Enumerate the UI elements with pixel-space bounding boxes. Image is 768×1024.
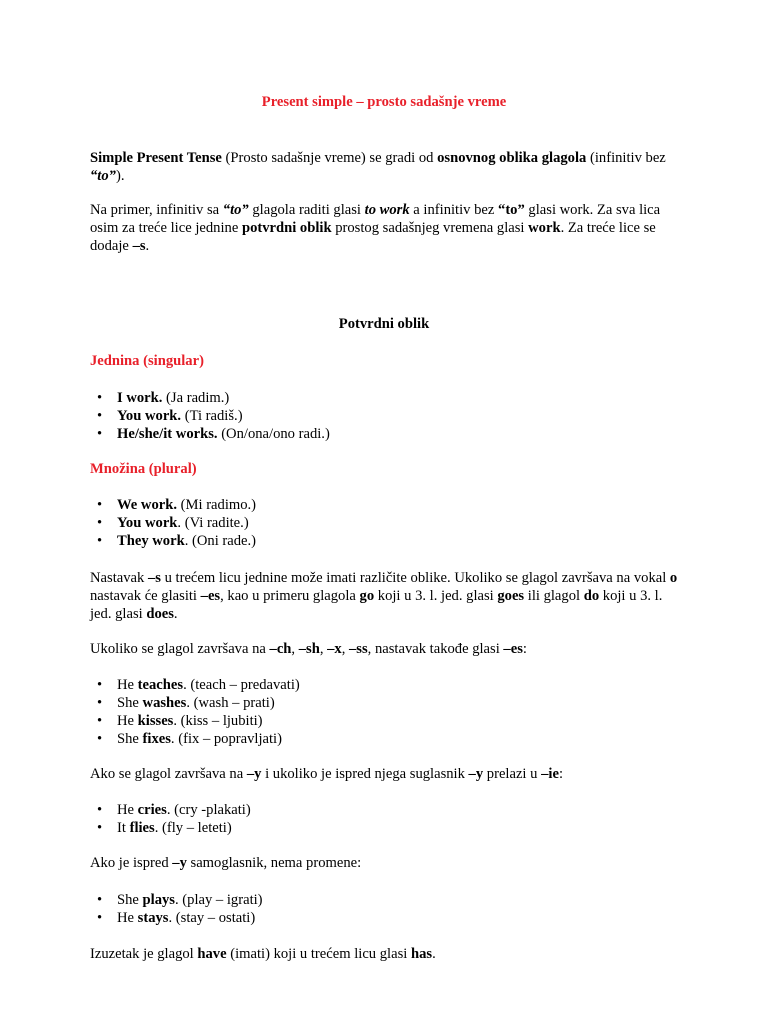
text-run: , kao u primeru glagola [220, 588, 360, 604]
bold-text: They work [117, 533, 185, 549]
bold-text: cries [137, 802, 167, 818]
bold-text: –y [246, 766, 262, 782]
text-run: She [117, 731, 143, 747]
list-item [97, 801, 677, 819]
text-run: u trećem licu jednine može imati različite oblike. Ukoliko se glagol završava na vokal [160, 570, 670, 586]
bold-text: “to” [90, 168, 116, 184]
text-run: (infinitiv bez [586, 150, 666, 166]
vowel-rule-paragraph [90, 854, 680, 872]
text-run: samoglasnik, nema promene: [186, 855, 362, 871]
text-run: (Ja radim.) [162, 390, 230, 406]
text-run: Ukoliko se glagol završava na [90, 641, 270, 657]
list-item [97, 819, 677, 837]
text-run: . (cry -plakati) [166, 802, 251, 818]
text-run: (Mi radimo.) [177, 497, 257, 513]
list-item [97, 712, 677, 730]
bold-text: –sh [298, 641, 320, 657]
bold-text: stays [137, 910, 169, 926]
text-run: , [319, 641, 328, 657]
text-run: He [117, 802, 138, 818]
bold-text: to work [364, 202, 410, 218]
bold-text: He/she/it works. [117, 426, 218, 442]
list-item [97, 891, 677, 909]
text-run: ili glagol [524, 588, 584, 604]
list-item [97, 514, 677, 532]
bullet-icon: • [97, 695, 103, 711]
bold-text: –s [147, 570, 161, 586]
text-run: glasi work. Za sva lica osim za treće lice jednine [90, 202, 661, 236]
bold-text: –ss [349, 641, 368, 657]
bold-text: goes [497, 588, 525, 604]
document-title: Present simple – prosto sadašnje vreme [261, 94, 507, 110]
text-run: He [117, 713, 138, 729]
text-run: Izuzetak je glagol [90, 946, 198, 962]
list-item [97, 694, 677, 712]
bold-text: –y [468, 766, 484, 782]
bold-text: –es [200, 588, 221, 604]
bold-text: –ch [269, 641, 292, 657]
list-item [97, 532, 677, 550]
bold-text: –s [132, 238, 146, 254]
intro-paragraph [90, 149, 680, 185]
bold-text: plays [142, 892, 175, 908]
list-item [97, 730, 677, 748]
text-run: nastavak će glasiti [90, 588, 201, 604]
text-run: (Ti radiš.) [181, 408, 243, 424]
text-run: i ukoliko je ispred njega suglasnik [261, 766, 469, 782]
bullet-icon: • [97, 390, 103, 406]
text-run: . [145, 238, 150, 254]
list-item [97, 407, 677, 425]
list-item [97, 389, 677, 407]
text-run: . (wash – prati) [186, 695, 275, 711]
text-run: . (play – igrati) [175, 892, 263, 908]
text-run: . Za treće lice se dodaje [90, 220, 656, 254]
bullet-icon: • [97, 802, 103, 818]
bullet-icon: • [97, 677, 103, 693]
bold-text: osnovnog oblika glagola [437, 150, 587, 166]
bullet-icon: • [97, 713, 103, 729]
ending-paragraph [90, 569, 680, 623]
list-item [97, 425, 677, 443]
text-run: a infinitiv bez [409, 202, 499, 218]
list-item [97, 909, 677, 927]
text-run: It [117, 820, 130, 836]
text-run: glagola raditi glasi [248, 202, 365, 218]
bold-text: potvrdni oblik [241, 220, 332, 236]
text-run: . (stay – ostati) [168, 910, 256, 926]
bullet-icon: • [97, 910, 103, 926]
bullet-icon: • [97, 731, 103, 747]
bold-text: fixes [142, 731, 171, 747]
text-run: Nastavak [90, 570, 148, 586]
plural-heading: Množina (plural) [90, 461, 197, 477]
bold-text: –ie [541, 766, 559, 782]
bold-text: We work. [117, 497, 177, 513]
text-run: , nastavak takođe glasi [367, 641, 504, 657]
bold-text: –x [327, 641, 342, 657]
list-item [97, 676, 677, 694]
bullet-icon: • [97, 892, 103, 908]
text-run: She [117, 892, 143, 908]
text-run: (imati) koji u trećem licu glasi [226, 946, 411, 962]
text-run: ). [115, 168, 125, 184]
section-heading: Potvrdni oblik [338, 316, 430, 332]
bold-text: “to” [222, 202, 249, 218]
bold-text: teaches [137, 677, 184, 693]
text-run: (On/ona/ono radi.) [217, 426, 330, 442]
text-run: , [291, 641, 299, 657]
exception-paragraph [90, 945, 680, 963]
text-run: (Prosto sadašnje vreme) se gradi od [221, 150, 438, 166]
bold-text: does [146, 606, 174, 622]
bullet-icon: • [97, 820, 103, 836]
text-run: He [117, 910, 138, 926]
text-run: . (kiss – ljubiti) [173, 713, 263, 729]
bullet-icon: • [97, 426, 103, 442]
text-run: . [432, 946, 436, 962]
text-run: koji u 3. l. jed. glasi [90, 588, 663, 622]
text-run: , [341, 641, 349, 657]
bold-text: –y [172, 855, 187, 871]
text-run: prostog sadašnjeg vremena glasi [331, 220, 529, 236]
bullet-icon: • [97, 497, 103, 513]
bold-text: I work. [117, 390, 163, 406]
text-run: . (fly – leteti) [154, 820, 232, 836]
es-examples-list [97, 676, 677, 748]
text-run: : [522, 641, 527, 657]
bold-text: Simple Present Tense [90, 150, 222, 166]
vowel-examples-list [97, 891, 677, 927]
bold-text: go [359, 588, 375, 604]
bold-text: has [410, 946, 433, 962]
bold-text: –es [503, 641, 523, 657]
ie-examples-list [97, 801, 677, 837]
singular-list [97, 389, 677, 443]
ie-rule-paragraph [90, 765, 680, 783]
text-run: Na primer, infinitiv sa [90, 202, 223, 218]
text-run: Ako se glagol završava na [90, 766, 247, 782]
text-run: . (teach – predavati) [183, 677, 300, 693]
text-run: . [173, 606, 178, 622]
list-item [97, 496, 677, 514]
text-run: . (fix – popravljati) [170, 731, 282, 747]
plural-list [97, 496, 677, 550]
bold-text: You work [117, 515, 178, 531]
bold-text: flies [129, 820, 155, 836]
text-run: She [117, 695, 143, 711]
es-rule-paragraph [90, 640, 680, 658]
text-run: Ako je ispred [90, 855, 173, 871]
text-run: koji u 3. l. jed. glasi [374, 588, 498, 604]
bold-text: kisses [137, 713, 174, 729]
bullet-icon: • [97, 408, 103, 424]
bullet-icon: • [97, 533, 103, 549]
text-run: . (Oni rade.) [184, 533, 257, 549]
text-run: He [117, 677, 138, 693]
bold-text: o [669, 570, 678, 586]
bold-text: washes [142, 695, 187, 711]
text-run: . (Vi radite.) [177, 515, 249, 531]
bold-text: work [528, 220, 561, 236]
bold-text: do [583, 588, 600, 604]
bullet-icon: • [97, 515, 103, 531]
text-run: : [558, 766, 563, 782]
bold-text: You work. [117, 408, 182, 424]
bold-text: have [197, 946, 227, 962]
text-run: prelazi u [483, 766, 542, 782]
singular-heading: Jednina (singular) [90, 353, 204, 369]
bold-text: “to” [498, 202, 525, 218]
example-paragraph [90, 201, 680, 255]
